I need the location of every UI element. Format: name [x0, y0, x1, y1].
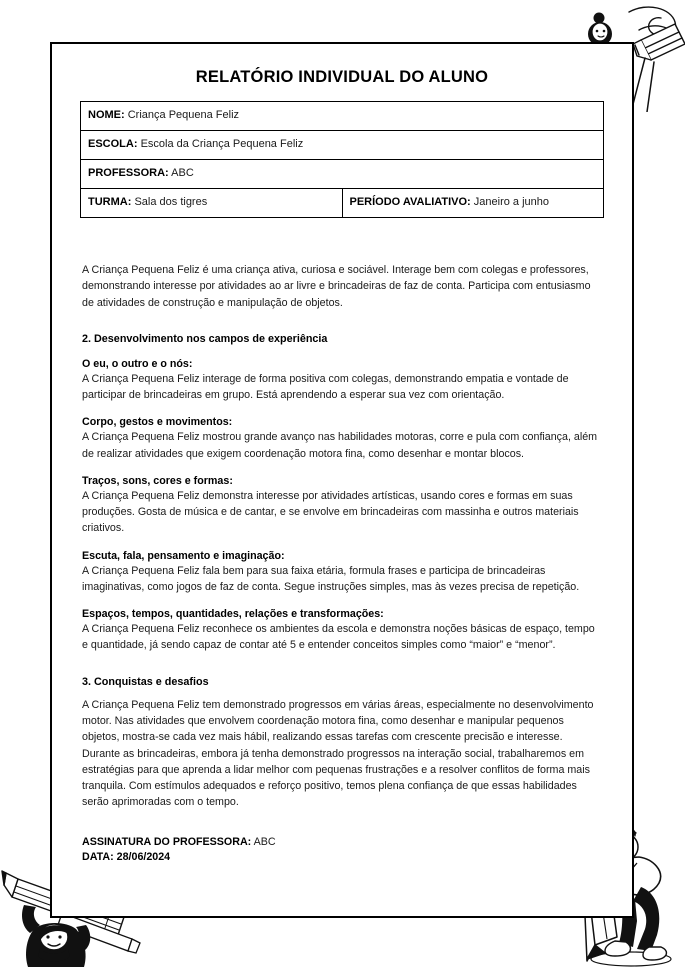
field-heading: Traços, sons, cores e formas:: [82, 474, 233, 487]
table-cell-turma: [81, 189, 343, 218]
field-value-escola: Escola da Criança Pequena Feliz: [140, 138, 304, 151]
field-label-periodo-avaliativo: PERÍODO AVALIATIVO:: [349, 196, 471, 209]
field-heading: Corpo, gestos e movimentos:: [82, 416, 233, 429]
section-3-heading: 3. Conquistas e desafios: [82, 675, 209, 688]
signature-line: [82, 836, 602, 848]
page-title: RELATÓRIO INDIVIDUAL DO ALUNO: [195, 68, 489, 86]
table-cell-professora: [81, 160, 604, 189]
field-value-nome: Criança Pequena Feliz: [127, 109, 240, 122]
table-cell-periodo-avaliativo: [342, 189, 604, 218]
field-text: A Criança Pequena Feliz fala bem para sua faixa etária, formula frases e participa de brincadeiras imaginativas, como jogos de faz de conta. Segue instruções simples, mas às vezes precisa de repetição.: [82, 564, 580, 593]
field-block-tracos-sons-cores-e-formas: [82, 475, 602, 537]
field-block-corpo-gestos-e-movimentos: [82, 416, 602, 462]
field-value-turma: Sala dos tigres: [134, 196, 208, 209]
report-page: [50, 42, 634, 918]
report-body: [80, 262, 604, 863]
signature-label: ASSINATURA DO PROFESSORA:: [82, 835, 252, 848]
field-value-professora: ABC: [171, 167, 194, 180]
field-heading: Espaços, tempos, quantidades, relações e transformações:: [82, 608, 384, 621]
field-label-escola: ESCOLA:: [88, 138, 138, 151]
table-row-professora: [81, 160, 604, 189]
field-text: A Criança Pequena Feliz reconhece os ambientes da escola e demonstra noções básicas de espaço, tempo e quantidade, já sendo capaz de contar até 5 e entender conceitos simples como “maior” e “menor”.: [82, 623, 595, 652]
field-label-turma: TURMA:: [88, 196, 132, 209]
table-row-turma-periodo: [81, 189, 604, 218]
section-3-text: A Criança Pequena Feliz tem demonstrado progressos em várias áreas, especialmente no desenvolvimento motor. Nas atividades que envolvem coordenação motora fina, como desenhar e manipular pequenos objetos, mostra-se cada vez mais hábil, realizando essas tarefas com crescente precisão e interesse. Durante as brincadeiras, embora já tenha demonstrado progressos na interação social, trabalharemos em estratégias para que aprenda a lidar melhor com pequenas frustrações e a resolver conflitos de forma mais tranquila. Com estímulos adequados e reforço positivo, temos plena confiança de que essas habilidades serão aprimoradas com o tempo.: [82, 698, 594, 809]
identification-table: [80, 101, 604, 218]
intro-block: [82, 262, 602, 311]
field-block-o-eu-o-outro-e-o-nos: [82, 358, 602, 404]
date-label: DATA:: [82, 850, 114, 863]
field-text: A Criança Pequena Feliz demonstra interesse por atividades artísticas, usando cores e formas em suas produções. Gosta de música e de cantar, e se envolve em brincadeiras com massinha e outros materiais criativos.: [82, 489, 579, 535]
field-heading: Escuta, fala, pensamento e imaginação:: [82, 549, 285, 562]
signature-value: ABC: [253, 835, 276, 848]
field-heading: O eu, o outro e o nós:: [82, 357, 193, 370]
date-value: 28/06/2024: [116, 850, 171, 863]
signature-block: [82, 836, 602, 863]
table-row-escola: [81, 131, 604, 160]
field-block-escuta-fala-pensamento-e-imaginacao: [82, 550, 602, 596]
field-text: A Criança Pequena Feliz interage de forma positiva com colegas, demonstrando empatia e vontade de participar de brincadeiras em grupo. Está aprendendo a esperar sua vez com orientação.: [82, 372, 569, 402]
table-cell-nome: [81, 102, 604, 131]
field-value-periodo-avaliativo: Janeiro a junho: [473, 196, 550, 209]
field-label-nome: NOME:: [88, 109, 125, 122]
intro-paragraph: A Criança Pequena Feliz é uma criança ativa, curiosa e sociável. Interage bem com colegas e professores, demonstrando interesse por atividades ao ar livre e brincadeiras de faz de conta. Participa com entusiasmo de atividades de construção e manipulação de objetos.: [82, 264, 591, 309]
section-2-heading: 2. Desenvolvimento nos campos de experiência: [82, 332, 328, 345]
table-cell-escola: [81, 131, 604, 160]
field-label-professora: PROFESSORA:: [88, 167, 169, 180]
table-row-nome: [81, 102, 604, 131]
field-block-espacos-tempos-quantidades-relacoes-e-transformacoes: [82, 608, 602, 654]
field-text: A Criança Pequena Feliz mostrou grande avanço nas habilidades motoras, corre e pula com confiança, além de realizar atividades que exigem coordenação motora fina, como desenhar e montar blocos.: [82, 431, 598, 460]
date-line: [82, 851, 602, 863]
